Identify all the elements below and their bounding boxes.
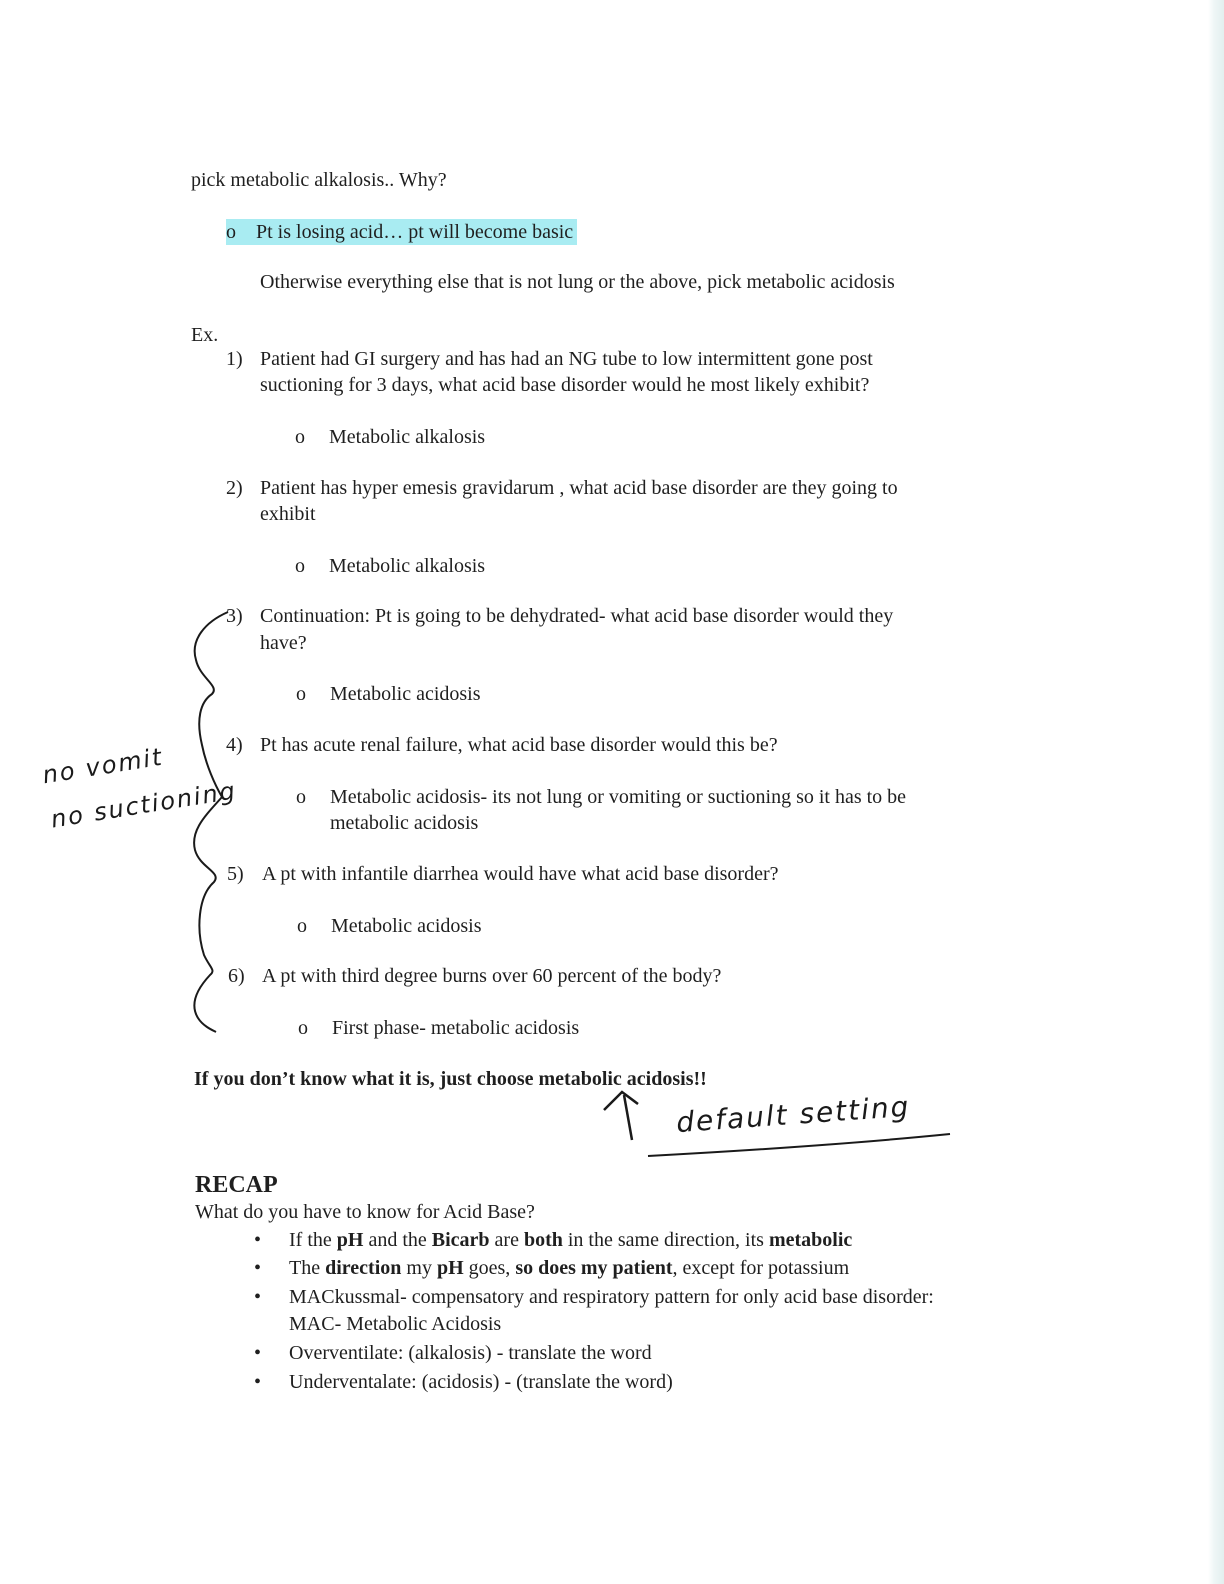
question-line: A pt with infantile diarrhea would have what acid base disorder? <box>262 863 779 885</box>
question-line: Continuation: Pt is going to be dehydrated- what acid base disorder would they <box>260 605 894 627</box>
bullet-dot: • <box>254 1342 262 1364</box>
recap-item-2: The direction my pH goes, so does my patient, except for potassium <box>289 1257 850 1279</box>
item-number: 1) <box>226 348 243 370</box>
intro-line: pick metabolic alkalosis.. Why? <box>191 169 447 191</box>
answer-text: Metabolic alkalosis <box>329 555 486 577</box>
recap-item-1: If the pH and the Bicarb are both in the same direction, its metabolic <box>289 1229 853 1251</box>
item-number: 4) <box>226 734 243 756</box>
recap-question: What do you have to know for Acid Base? <box>195 1201 535 1223</box>
bullet-dot: • <box>254 1229 262 1251</box>
answer-text: Metabolic acidosis <box>330 683 481 705</box>
bullet-dot: • <box>254 1371 262 1393</box>
margin-note-no-suctioning: no suctioning <box>48 776 239 834</box>
margin-note-no-vomit: no vomit <box>40 742 166 790</box>
item-number: 2) <box>226 477 243 499</box>
question-line: Pt has acute renal failure, what acid base disorder would this be? <box>260 734 778 756</box>
answer-bullet: o <box>298 1017 308 1039</box>
answer-text: Metabolic acidosis- its not lung or vomiting or suctioning so it has to be <box>330 786 907 808</box>
question-line: exhibit <box>260 503 316 525</box>
answer-bullet: o <box>297 915 307 937</box>
question-line: have? <box>260 632 307 654</box>
answer-bullet: o <box>296 786 306 808</box>
item-number: 5) <box>227 863 244 885</box>
question-line: A pt with third degree burns over 60 percent of the body? <box>262 965 722 987</box>
recap-item-3-cont: MAC- Metabolic Acidosis <box>289 1313 502 1335</box>
otherwise-line: Otherwise everything else that is not lung or the above, pick metabolic acidosis <box>260 271 895 293</box>
answer-bullet: o <box>296 683 306 705</box>
highlighted-bullet: o <box>226 219 240 245</box>
bullet-dot: • <box>254 1257 262 1279</box>
recap-item-3: MACkussmal- compensatory and respiratory pattern for only acid base disorder: <box>289 1286 934 1308</box>
arrow-head-mark <box>604 1092 638 1110</box>
recap-item-4: Overventilate: (alkalosis) - translate the word <box>289 1342 652 1364</box>
question-line: Patient had GI surgery and has had an NG tube to low intermittent gone post <box>260 348 873 370</box>
question-line: Patient has hyper emesis gravidarum , what acid base disorder are they going to <box>260 477 898 499</box>
default-setting-note: default setting <box>675 1089 912 1140</box>
arrow-shaft-mark <box>624 1095 632 1140</box>
recap-item-5: Underventalate: (acidosis) - (translate the word) <box>289 1371 673 1393</box>
highlighted-text: Pt is losing acid… pt will become basic <box>240 219 577 245</box>
answer-text: Metabolic alkalosis <box>329 426 486 448</box>
answer-bullet: o <box>295 426 305 448</box>
answer-text: Metabolic acidosis <box>331 915 482 937</box>
default-note: If you don’t know what it is, just choose metabolic acidosis!! <box>194 1068 707 1090</box>
curly-brace-mark <box>194 612 228 1032</box>
recap-title: RECAP <box>195 1172 278 1198</box>
item-number: 3) <box>226 605 243 627</box>
question-line: suctioning for 3 days, what acid base disorder would he most likely exhibit? <box>260 374 870 396</box>
bullet-dot: • <box>254 1286 262 1308</box>
ex-label: Ex. <box>191 324 219 346</box>
answer-text: First phase- metabolic acidosis <box>332 1017 580 1039</box>
answer-bullet: o <box>295 555 305 577</box>
item-number: 6) <box>228 965 245 987</box>
answer-text: metabolic acidosis <box>330 812 479 834</box>
